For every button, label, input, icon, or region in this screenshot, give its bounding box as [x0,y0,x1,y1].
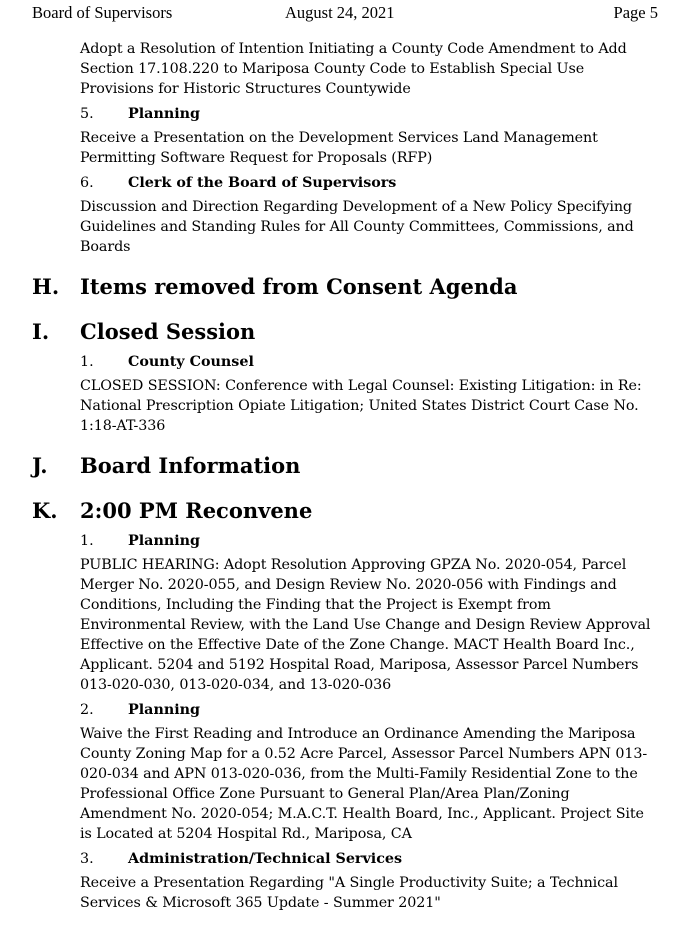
item-department: Planning [128,106,201,122]
header-org: Board of Supervisors [32,3,173,22]
agenda-content [0,39,680,913]
section-letter: I. [32,319,50,344]
section-heading-i [0,317,680,347]
section-title: Items removed from Consent Agenda [80,274,518,299]
section-letter: J. [32,453,48,478]
header-date: August 24, 2021 [285,3,395,22]
section-heading-k [0,496,680,526]
item-number: 2. [80,702,94,718]
item-department: Clerk of the Board of Supervisors [128,175,397,191]
section-letter: K. [32,498,58,523]
item-description: CLOSED SESSION: Conference with Legal Counsel: Existing Litigation: in Re: National Prescription Opiate Litigation; United States District Court Case No. 1:18-AT-336 [80,378,642,434]
item-department: Planning [128,533,201,549]
item-description: Adopt a Resolution of Intention Initiating a County Code Amendment to Add Section 17.108.220 to Mariposa County Code to Establish Special Use Provisions for Historic Structures Countywide [80,41,627,97]
agenda-item-header [0,849,680,869]
item-description: Receive a Presentation on the Development Services Land Management Permitting Software Request for Proposals (RFP) [80,130,598,166]
section-title: Closed Session [80,319,256,344]
agenda-item-header [0,173,680,193]
agenda-item-header [0,700,680,720]
item-number: 3. [80,851,94,867]
item-number: 1. [80,533,94,549]
agenda-item-header [0,352,680,372]
item-description: PUBLIC HEARING: Adopt Resolution Approving GPZA No. 2020-054, Parcel Merger No. 2020-055, and Design Review No. 2020-056 with Findings and Conditions, Including the Finding that the Project is Exempt from Environmental Review, with the Land Use Change and Design Review Approval Effective on the Effective Date of the Zone Change. MACT Health Board Inc., Applicant. 5204 and 5192 Hospital Road, Mariposa, Assessor Parcel Numbers 013-020-030, 013-020-034, and 13-020-036 [80,557,651,693]
page-header [0,3,680,25]
section-title: Board Information [80,453,301,478]
item-description: Waive the First Reading and Introduce an Ordinance Amending the Mariposa County Zoning Map for a 0.52 Acre Parcel, Assessor Parcel Numbers APN 013-020-034 and APN 013-020-036, from the Multi-Family Residential Zone to the Professional Office Zone Pursuant to General Plan/Area Plan/Zoning Amendment No. 2020-054; M.A.C.T. Health Board, Inc., Applicant. Project Site is Located at 5204 Hospital Rd., Mariposa, CA [80,726,648,842]
agenda-item-header [0,531,680,551]
section-heading-j [0,451,680,481]
item-number: 5. [80,106,94,122]
item-number: 1. [80,354,94,370]
item-department: Planning [128,702,201,718]
section-letter: H. [32,274,60,299]
item-number: 6. [80,175,94,191]
item-department: Administration/Technical Services [128,851,403,867]
item-description: Discussion and Direction Regarding Development of a New Policy Specifying Guidelines and Standing Rules for All County Committees, Commissions, and Boards [80,199,634,255]
agenda-item-header [0,104,680,124]
item-department: County Counsel [128,354,254,370]
item-description: Receive a Presentation Regarding "A Single Productivity Suite; a Technical Services & Microsoft 365 Update - Summer 2021" [80,875,618,911]
header-page-number: Page 5 [613,3,658,22]
section-title: 2:00 PM Reconvene [80,498,313,523]
section-heading-h [0,272,680,302]
